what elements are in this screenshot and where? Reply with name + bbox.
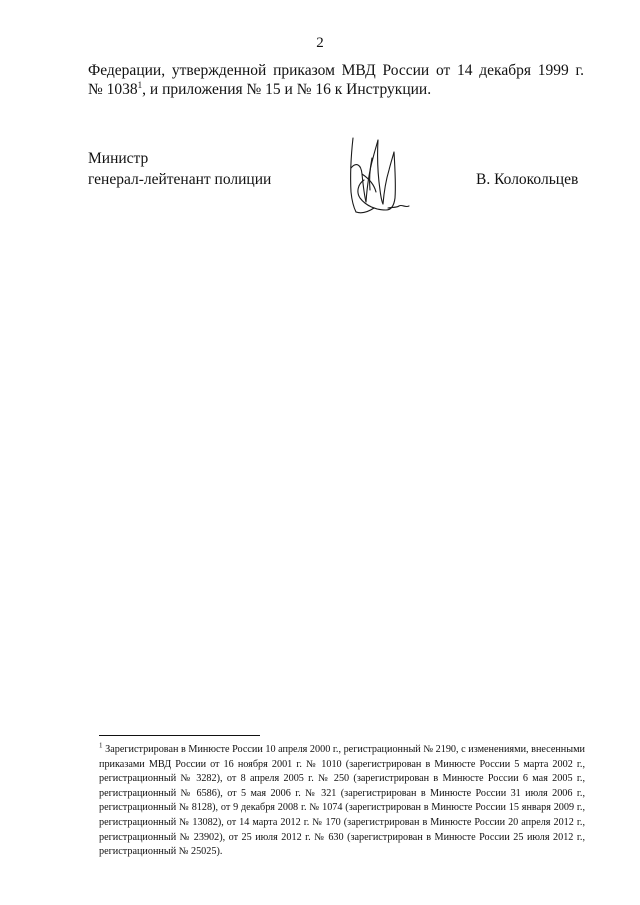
signatory-title-block xyxy=(88,148,271,190)
order-number: № 1038 xyxy=(88,81,138,98)
footnote-divider xyxy=(99,735,260,736)
body-text-line-2 xyxy=(88,80,584,99)
handwritten-signature xyxy=(336,128,426,220)
position-title: Министр xyxy=(88,150,149,167)
signatory-name: В. Колокольцев xyxy=(476,171,579,188)
footnote-reference: 1 xyxy=(137,79,143,90)
body-text-continuation: , и приложения № 15 и № 16 к Инструкции. xyxy=(142,81,432,98)
footnote-text: Зарегистрирован в Минюсте России 10 апреля 2000 г., регистрационный № 2190, с изменениями, внесенными приказами МВД России от 16 ноября 2001 г. № 1010 (зарегистрирован в Минюсте России 5 марта 2002 г., регистрационный № 3282), от 8 апреля 2005 г. № 250 (зарегистрирован в Минюсте России 6 мая 2005 г., регистрационный № 6586), от 5 мая 2006 г. № 321 (зарегистрирован в Минюсте России 31 июля 2006 г., регистрационный № 8128), от 9 декабря 2008 г. № 1074 (зарегистрирован в Минюсте России 15 января 2009 г., регистрационный № 13082), от 14 марта 2012 г. № 170 (зарегистрирован в Минюсте России 20 апреля 2012 г., регистрационный № 23902), от 25 июля 2012 г. № 630 (зарегистрирован в Минюсте России 25 июля 2012 г., регистрационный № 25025). xyxy=(99,744,585,858)
footnote-marker: 1 xyxy=(99,741,103,750)
rank-title: генерал-лейтенант полиции xyxy=(88,171,272,188)
body-text-line-1: Федерации, утвержденной приказом МВД России от 14 декабря 1999 г. xyxy=(88,62,584,79)
footnote xyxy=(99,743,585,860)
page-number: 2 xyxy=(316,35,324,51)
